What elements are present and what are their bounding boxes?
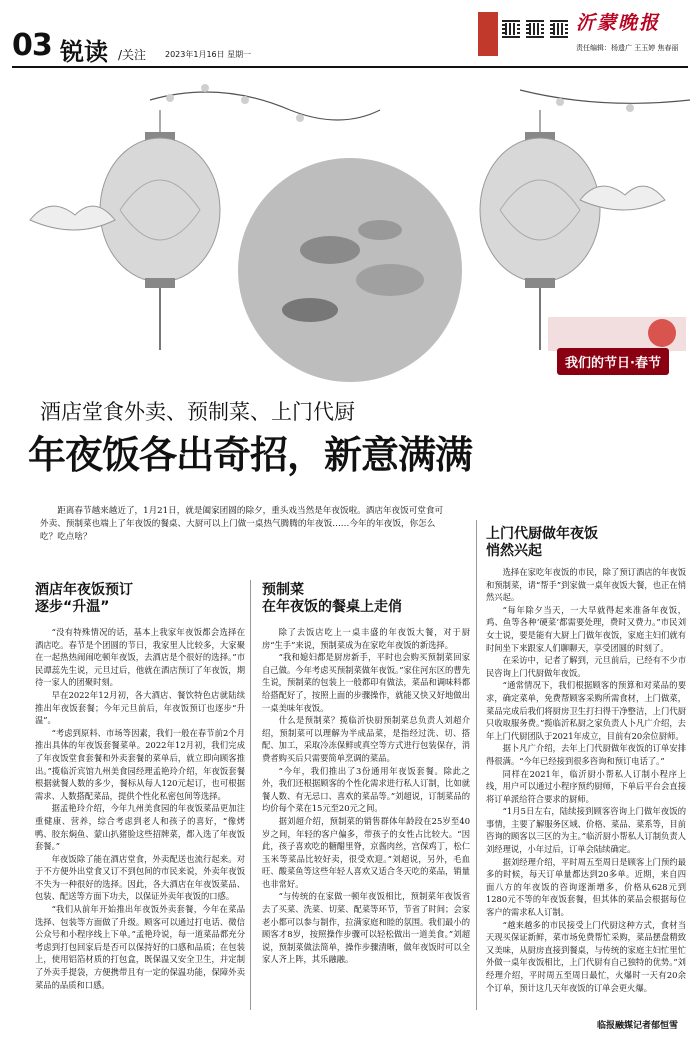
page-header bbox=[0, 0, 700, 68]
col2-heading-line: 在年夜饭的餐桌上走俏 bbox=[262, 599, 402, 615]
paragraph: “没有特殊情况的话，基本上我家年夜饭都会选择在酒店吃。春节是个团圆的节日，我家里人比较多，大家聚在一起热热闹闹吃顿年夜饭，去酒店是个很好的选择。”市民谭蕊先生说，元旦过后，他就在酒店预订了年夜饭，期待一家人的团聚时刻。 bbox=[35, 627, 245, 688]
brand-logo bbox=[478, 12, 498, 56]
paragraph: “我和媳妇都是厨房新手，平时也会购买预制菜回家自己做。今年考虑买预制菜做年夜饭。”家住河东区的曹先生说，预制菜的包装上一般都印有做法，菜品和调味料都给搭配好了，按照上面的步骤操作，就能又快又好地做出一桌美味年夜饭。 bbox=[262, 652, 470, 713]
column-1 bbox=[35, 626, 245, 991]
col2-heading bbox=[262, 582, 402, 616]
paragraph: 在采访中，记者了解到，元旦前后，已经有不少市民咨询上门代厨做年夜饭。 bbox=[486, 655, 686, 678]
subsection-name: /关注 bbox=[118, 48, 147, 62]
masthead: 沂蒙晚报 bbox=[576, 12, 661, 34]
festival-label: 我们的节日·春节 bbox=[557, 348, 669, 375]
paragraph: 据刘超介绍，预制菜的销售群体年龄段在25岁至40岁之间，年轻的客户偏多，带孩子的女性占比较大。“因此，孩子喜欢吃的糖醋里脊，京酱肉丝，宫保鸡丁，松仁玉米等菜品比较好卖，很受欢迎。”刘超说，另外，毛血旺、酸菜鱼等这些年轻人喜欢又适合冬天吃的菜品，销量也非常好。 bbox=[262, 815, 470, 889]
branch-right bbox=[520, 90, 690, 103]
paragraph: “每年除夕当天，一大早就得起来准备年夜饭，鸡、鱼等各种‘硬菜’都需要处理，费时又费力。”市民刘女士说，要是能有大厨上门做年夜饭，家庭主妇们就有时间坐下来跟家人们聊聊天，享受团圆的时刻了。 bbox=[486, 604, 686, 653]
qr-code-icon bbox=[550, 20, 568, 38]
issue-date: 2023年1月16日 星期一 bbox=[165, 50, 252, 59]
paragraph: 同样在2021年，临沂厨小帮私人订制小程序上线，用户可以通过小程序预约厨师，下单后平台会直接将订单派给符合要求的厨师。 bbox=[486, 768, 686, 804]
paragraph: 据卜凡广介绍，去年上门代厨做年夜饭的订单安排得很满。“今年已经接到很多咨询和预订电话了。” bbox=[486, 743, 686, 766]
column-divider bbox=[250, 580, 251, 1010]
col1-heading bbox=[35, 582, 133, 616]
paragraph: 据刘经理介绍，平时周五至周日是顾客上门预约最多的时候，每天订单量都达到20多单。近期，来自四面八方的年夜饭的咨询逐渐增多，价格从628元到1280元不等的年夜饭套餐，但其体的菜品会根据每位客户的需求私人订制。 bbox=[486, 856, 686, 918]
lantern-right bbox=[480, 110, 600, 350]
paragraph: “考虑到原料、市场等因素，我们一般在春节前2个月推出具体的年夜饭套餐菜单。2022年12月初，我们完成了年夜饭堂食套餐和外卖套餐的菜单后，就立即向顾客推出。”揽临沂宾馆九州美食园经理孟艳玲介绍，年夜饭套餐根据就餐人数的多少，餐标从每人120元起订，也可根据需求、人数搭配菜品，提供个性化私密包间等选择。 bbox=[35, 727, 245, 801]
col1-heading-line: 酒店年夜饭预订 bbox=[35, 582, 133, 598]
col3-heading bbox=[486, 526, 598, 560]
col3-heading-line: 上门代厨做年夜饭 bbox=[486, 526, 598, 542]
qr-code-icon bbox=[502, 20, 520, 38]
qr-code-icon bbox=[526, 20, 544, 38]
paragraph: “1月5日左右，陆续接到顾客咨询上门做年夜饭的事情，主要了解服务区域、价格、菜品、菜系等，目前咨询的顾客以三区的为主。”临沂厨小帮私人订制负责人刘经理说，小年过后，订单会陆续确定。 bbox=[486, 806, 686, 855]
editors-credit: 责任编辑：杨遗广 王玉婷 焦春丽 bbox=[576, 44, 679, 52]
byline: 临报融媒记者郁恒雪 bbox=[596, 1021, 678, 1031]
article-headline: 年夜饭各出奇招，新意满满 bbox=[28, 433, 473, 477]
column-divider bbox=[476, 520, 477, 1010]
col3-heading-line: 悄然兴起 bbox=[486, 543, 542, 559]
paragraph: 早在2022年12月初，各大酒店、餐饮特色店就陆续推出年夜饭套餐；今年元旦前后，年夜饭预订也逐步“升温”。 bbox=[35, 689, 245, 726]
lantern-left bbox=[100, 110, 220, 350]
paragraph: “我们从前年开始推出年夜饭外卖套餐，今年在菜品选择、包装等方面做了升级。顾客可以通过打电话、微信公众号和小程序线上下单。”孟艳玲说，每一道菜品都充分考虑到打包回家后是否可以保持好的口感和品质；在包装上，使用铝箔材质的打包盒，既保温又安全卫生，并定制了外卖手提袋，方便携带且有一定的保温功能，保障外卖菜品的品质和口感。 bbox=[35, 904, 245, 990]
column-2 bbox=[262, 626, 470, 966]
paragraph: “今年，我们推出了3份通用年夜饭套餐。除此之外，我们还根据顾客的个性化需求进行私人订制，比如就餐人数、有无忌口、喜欢的菜品等。”刘超说，订制菜品的均价每个菜在15元至20元之间。 bbox=[262, 765, 470, 814]
col2-heading-line: 预制菜 bbox=[262, 582, 304, 598]
section-name: 锐读 bbox=[60, 38, 108, 66]
paragraph: “与传统的在家做一顿年夜饭相比，预制菜年夜饭省去了买菜、洗菜、切菜、配菜等环节，节省了时间；会家老小都可以参与制作，拉满家庭和睦的氛围。我们最小的顾客才8岁，按照操作步骤可以轻松做出一道美食。”刘超说，预制菜做法简单，操作步骤清晰，做年夜饭时可以全家人齐上阵，其乐融融。 bbox=[262, 891, 470, 965]
paragraph: 什么是预制菜？揽临沂快厨预制菜总负责人刘超介绍，预制菜可以理解为半成品菜，是指经过洗、切、搭配、加工，采取冷冻保鲜或真空等方式进行包装保存，消费者购买后只需要简单烹调的菜品。 bbox=[262, 715, 470, 763]
paragraph: 据孟艳玲介绍，今年九州美食园的年夜饭菜品更加注重健康、营养，综合考虑到老人和孩子的喜好，“像烤鸭、胶东焖鱼、蒙山扒猪脸这些招牌菜，都入选了年夜饭套餐。” bbox=[35, 803, 245, 852]
col1-heading-line: 逐步“升温” bbox=[35, 599, 110, 615]
paragraph: 除了去饭店吃上一桌丰盛的年夜饭大餐，对于厨房“生手”来说，预制菜成为在家吃年夜饭的新选择。 bbox=[262, 627, 470, 650]
paragraph: “通常情况下，我们根据顾客的预算和对菜品的要求，确定菜单，免费帮顾客采购所需食材，上门做菜，菜品完成后我们将厨房卫生打扫得干净整洁，上门代厨只收取服务费。”揽临沂私厨之家负责人卜凡广介绍，去年上门代厨团队于2021年成立，目前有20余位厨师。 bbox=[486, 680, 686, 741]
header-rule bbox=[12, 66, 688, 68]
paragraph: 年夜饭除了能在酒店堂食，外卖配送也流行起来。对于不方便外出堂食又订不到包间的市民来说，外卖年夜饭不失为一种很好的选择。因此，各大酒店在年夜饭菜品、包装、配送等方面下功夫，以保证外卖年夜饭的口感。 bbox=[35, 853, 245, 902]
paragraph: 选择在家吃年夜饭的市民，除了预订酒店的年夜饭和预制菜，请“帮手”到家做一桌年夜饭大餐，也正在悄然兴起。 bbox=[486, 567, 686, 603]
article-kicker: 酒店堂食外卖、预制菜、上门代厨 bbox=[40, 400, 355, 424]
page-number: 03 bbox=[12, 28, 52, 63]
paragraph: “越来越多的市民接受上门代厨这种方式，食材当天现买保证新鲜，菜市场免费帮忙采购，菜品摆盘精致又美味，从厨房直接到餐桌，与传统的家庭主妇忙里忙外做一桌年夜饭相比，上门代厨有自己独特的优势。”刘经理介绍，平时周五至周日最忙，火爆时一天有20余个订单，预计这几天年夜饭的订单会更火爆。 bbox=[486, 919, 686, 993]
column-3 bbox=[486, 566, 686, 994]
dinner-photo bbox=[238, 158, 462, 382]
branch-left bbox=[150, 92, 380, 120]
article-lead: 距离春节越来越近了，1月21日，就是阖家团圆的除夕，重头戏当然是年夜饭啦。酒店年夜饭可堂食可外卖、预制菜也端上了年夜饭的餐桌、大厨可以上门做一桌热气腾腾的年夜饭……今年的年夜饭，你怎么吃？吃点啥？ bbox=[40, 506, 444, 542]
